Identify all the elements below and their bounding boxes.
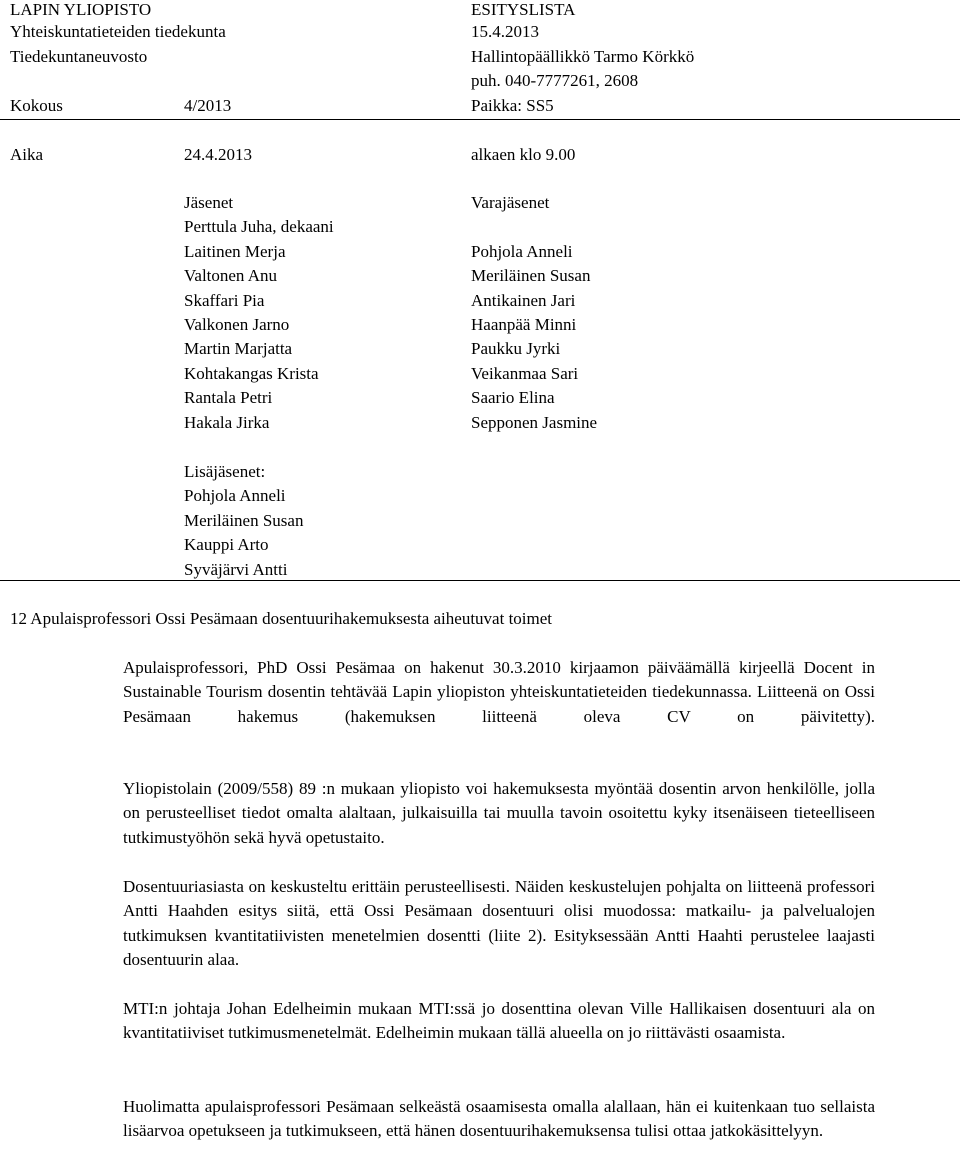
deputy-item: Antikainen Jari xyxy=(471,290,576,310)
meeting-number: 4/2013 xyxy=(184,96,232,115)
additional-member-item: Syväjärvi Antti xyxy=(184,559,288,579)
deputy-item: Sepponen Jasmine xyxy=(471,412,598,432)
member-item: Valkonen Jarno xyxy=(184,315,290,335)
additional-member-item: Meriläinen Susan xyxy=(184,510,304,530)
paragraph-mti: MTI:n johtaja Johan Edelheimin mukaan MTI:ssä jo dosenttina olevan Ville Hallikaisen dosentuuri ala on kvantitatiiviset tutkimusmenetelmät. Edelheimin mukaan tällä alueella on jo riittävästi osaamista. xyxy=(123,999,875,1043)
additional-member-item: Kauppi Arto xyxy=(184,535,269,555)
agenda-item-heading: 12 Apulaisprofessori Ossi Pesämaan dosentuurihakemuksesta aiheutuvat toimet xyxy=(10,609,553,628)
faculty-name: Yhteiskuntatieteiden tiedekunta xyxy=(10,22,226,41)
member-item: Skaffari Pia xyxy=(184,290,265,310)
council-name: Tiedekuntaneuvosto xyxy=(10,47,148,66)
additional-members-list xyxy=(184,460,303,582)
header-divider xyxy=(0,119,960,120)
members-title: Jäsenet xyxy=(184,193,234,212)
member-item: Kohtakangas Krista xyxy=(184,363,319,383)
paragraph-discussion: Dosentuuriasiasta on keskusteltu erittäin perusteellisesti. Näiden keskustelujen pohjalta on liitteenä professori Antti Haahden esitys siitä, että Ossi Pesämaan dosentuuri olisi muodossa: matkailu- ja palvelualojen tutkimuksen kvantitatiivisten menetelmien dosentti (liite 2). Esityksessään Antti Haahti perustelee laajasti dosentuurin alaa. xyxy=(123,877,875,970)
deputy-item: Meriläinen Susan xyxy=(471,266,591,286)
deputy-item: Pohjola Anneli xyxy=(471,241,573,261)
member-item: Laitinen Merja xyxy=(184,241,286,261)
additional-member-item: Pohjola Anneli xyxy=(184,486,286,506)
deputy-item: Haanpää Minni xyxy=(471,315,577,335)
members-list xyxy=(184,191,334,435)
meeting-label: Kokous xyxy=(10,96,63,115)
member-item: Rantala Petri xyxy=(184,388,273,408)
member-item: Martin Marjatta xyxy=(184,339,293,359)
member-item: Hakala Jirka xyxy=(184,412,270,432)
contact-phone: puh. 040-7777261, 2608 xyxy=(471,71,639,90)
member-item: Perttula Juha, dekaani xyxy=(184,217,334,237)
paragraph-conclusion: Huolimatta apulaisprofessori Pesämaan selkeästä osaamisesta omalla alallaan, hän ei kuitenkaan tuo sellaista lisäarvoa opetukseen ja tutkimukseen, että hänen dosentuurihakemuksensa tulisi ottaa jatkokäsittelyyn. xyxy=(123,1097,875,1141)
university-name: LAPIN YLIOPISTO xyxy=(10,0,152,19)
deputy-item: Veikanmaa Sari xyxy=(471,363,579,383)
meeting-start-time: alkaen klo 9.00 xyxy=(471,145,576,164)
meeting-place: Paikka: SS5 xyxy=(471,96,554,115)
deputies-list xyxy=(471,191,597,435)
meeting-date: 24.4.2013 xyxy=(184,145,252,164)
deputies-title: Varajäsenet xyxy=(471,193,550,212)
time-label: Aika xyxy=(10,145,44,164)
deputy-item: Saario Elina xyxy=(471,388,555,408)
paragraph-application: Apulaisprofessori, PhD Ossi Pesämaa on hakenut 30.3.2010 kirjaamon päiväämällä kirjeellä Docent in Sustainable Tourism dosentin tehtävää Lapin yliopiston yhteiskuntatieteiden tiedekunnassa. Liitteenä on Ossi Pesämaan hakemus (hakemuksen liitteenä oleva CV on päivitetty). xyxy=(123,658,875,726)
section-divider xyxy=(0,580,960,581)
additional-members-title: Lisäjäsenet: xyxy=(184,462,266,481)
contact-person: Hallintopäällikkö Tarmo Körkkö xyxy=(471,47,695,66)
paragraph-law: Yliopistolain (2009/558) 89 :n mukaan yliopisto voi hakemuksesta myöntää dosentin arvon henkilölle, jolla on perusteelliset tiedot omalta alaltaan, julkaisuilla tai muulla tavoin osoitettu kyky itsenäiseen tieteelliseen tutkimustyöhön sekä hyvä opetustaito. xyxy=(123,779,875,847)
document-type: ESITYSLISTA xyxy=(471,0,576,19)
member-item: Valtonen Anu xyxy=(184,266,278,286)
deputy-item: Paukku Jyrki xyxy=(471,339,561,359)
document-date: 15.4.2013 xyxy=(471,22,539,41)
